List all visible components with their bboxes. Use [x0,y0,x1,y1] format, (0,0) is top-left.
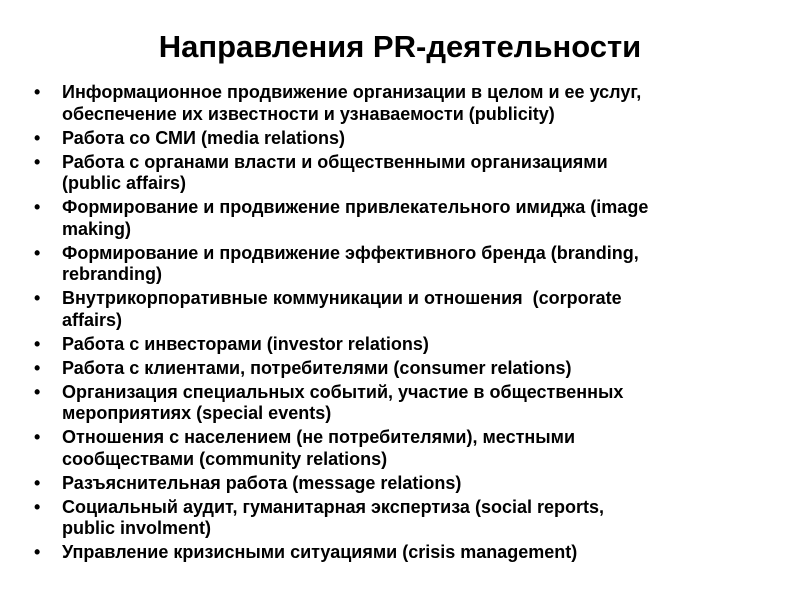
bullet-list [34,82,784,566]
list-item-line: обеспечение их известности и узнаваемости (publicity) [62,103,555,124]
list-item [34,427,784,470]
bullet-icon: • [34,496,41,517]
list-item-line: Работа с клиентами, потребителями (consumer relations) [62,357,572,378]
slide-title: Направления PR-деятельности [158,29,642,64]
bullet-icon: • [34,197,41,217]
list-item [34,473,784,495]
bullet-icon: • [34,357,41,378]
list-item [34,197,784,240]
list-item-line: rebranding) [62,264,163,284]
list-item [34,152,784,195]
bullet-icon: • [34,151,41,172]
bullet-icon: • [34,127,41,148]
bullet-icon: • [34,542,41,562]
list-item-line: сообществами (community relations) [62,448,388,469]
list-item-line: Отношения с населением (не потребителями), местными [62,427,576,447]
list-item-line: Работа с инвесторами (investor relations) [62,333,429,354]
list-item [34,334,784,356]
list-item-line: Управление кризисными ситуациями (crisis management) [62,542,578,562]
list-item-line: Организация специальных событий, участие в общественных [62,381,624,402]
list-item [34,382,784,425]
bullet-icon: • [34,82,41,102]
list-item-line: public involment) [62,518,212,538]
list-item-line: Работа с органами власти и общественными организациями [62,151,608,172]
list-item-line: (public affairs) [62,173,187,193]
list-item-line: мероприятиях (special events) [62,403,332,423]
list-item-line: making) [62,218,132,239]
bullet-icon: • [34,472,41,493]
list-item-line: Работа со СМИ (media relations) [62,127,346,148]
list-item [34,542,784,564]
bullet-icon: • [34,381,41,402]
list-item-line: Разъяснительная работа (message relations) [62,472,462,493]
bullet-icon: • [34,333,41,354]
list-item-line: Формирование и продвижение эффективного бренда (branding, [62,242,639,263]
list-item [34,128,784,150]
list-item [34,497,784,540]
list-item-line: Внутрикорпоративные коммуникации и отношения (corporate [62,288,622,308]
bullet-icon: • [34,427,41,447]
list-item-line: Социальный аудит, гуманитарная экспертиза (social reports, [62,496,604,517]
list-item [34,358,784,380]
list-item [34,288,784,331]
list-item-line: Формирование и продвижение привлекательного имиджа (image [62,197,649,217]
list-item-line: affairs) [62,309,123,330]
list-item [34,82,784,125]
list-item-line: Информационное продвижение организации в целом и ее услуг, [62,82,642,102]
bullet-icon: • [34,288,41,308]
list-item [34,243,784,286]
bullet-icon: • [34,242,41,263]
